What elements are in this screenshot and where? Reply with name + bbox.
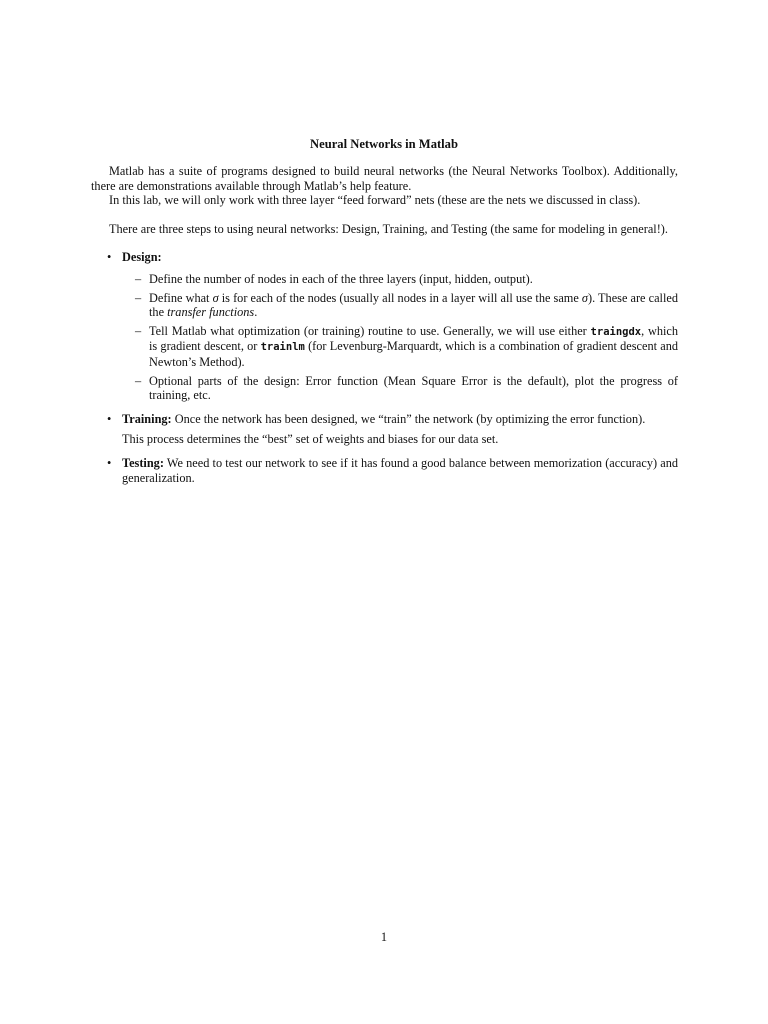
design-label: Design: <box>122 250 162 265</box>
bullet-icon: • <box>107 411 112 426</box>
bullet-icon: • <box>107 455 112 470</box>
training-text: Once the network has been designed, we “train” the network (by optimizing the error function). <box>171 411 646 426</box>
transfer-functions-term: transfer functions <box>167 305 255 320</box>
design-item-text: Optional parts of the design: Error function (Mean Square Error is the default), plot the progress of training, etc. <box>149 373 678 403</box>
sigma-symbol: σ <box>212 290 219 305</box>
page-title: Neural Networks in Matlab <box>310 137 458 151</box>
design-item-text: Define the number of nodes in each of the three layers (input, hidden, output). <box>149 271 533 286</box>
dash-icon: – <box>135 271 142 286</box>
training-label: Training: <box>122 411 172 426</box>
list-item-testing <box>91 456 678 485</box>
design-item-optimization <box>122 324 678 370</box>
document-body <box>91 164 678 494</box>
steps-list <box>91 250 678 485</box>
traingdx-code: traingdx <box>590 325 642 338</box>
training-text-2: This process determines the “best” set of weights and biases for our data set. <box>122 432 499 447</box>
intro-paragraph-2: In this lab, we will only work with three layer “feed forward” nets (these are the nets we discussed in class). <box>109 193 641 208</box>
design-item-text: is for each of the nodes (usually all nodes in a layer will all use the same <box>218 290 582 305</box>
design-item-optional <box>122 374 678 403</box>
paragraph-gap <box>91 208 678 222</box>
bullet-icon: • <box>107 250 112 265</box>
design-item-text: , which is gradient descent, or <box>149 323 679 354</box>
trainlm-code: trainlm <box>260 341 305 354</box>
page-number: 1 <box>380 930 388 944</box>
testing-text: We need to test our network to see if it has found a good balance between memorization (accuracy) and generalization. <box>122 455 678 485</box>
design-item-text: . <box>254 305 258 320</box>
list-item-design <box>91 250 678 402</box>
list-item-training <box>91 412 678 447</box>
design-item-text: (for Levenburg-Marquardt, which is a combination of gradient descent and Newton’s Method). <box>149 339 678 369</box>
design-item-layers <box>122 272 678 287</box>
design-item-text: Tell Matlab what optimization (or training) routine to use. Generally, we will use either <box>149 323 591 338</box>
intro-paragraph-1: Matlab has a suite of programs designed to build neural networks (the Neural Networks Toolbox). Additionally, there are demonstrations available through Matlab’s help feature. <box>91 164 678 193</box>
dash-icon: – <box>135 290 142 305</box>
intro-paragraph-3: There are three steps to using neural networks: Design, Training, and Testing (the same for modeling in general!). <box>109 221 668 236</box>
dash-icon: – <box>135 373 142 388</box>
testing-label: Testing: <box>122 455 164 470</box>
design-item-text: Define what <box>149 290 213 305</box>
design-sublist <box>122 272 678 403</box>
sigma-symbol: σ <box>581 290 588 305</box>
design-item-text: ). These are called the <box>149 290 678 320</box>
design-item-sigma <box>122 291 678 320</box>
dash-icon: – <box>135 323 142 338</box>
